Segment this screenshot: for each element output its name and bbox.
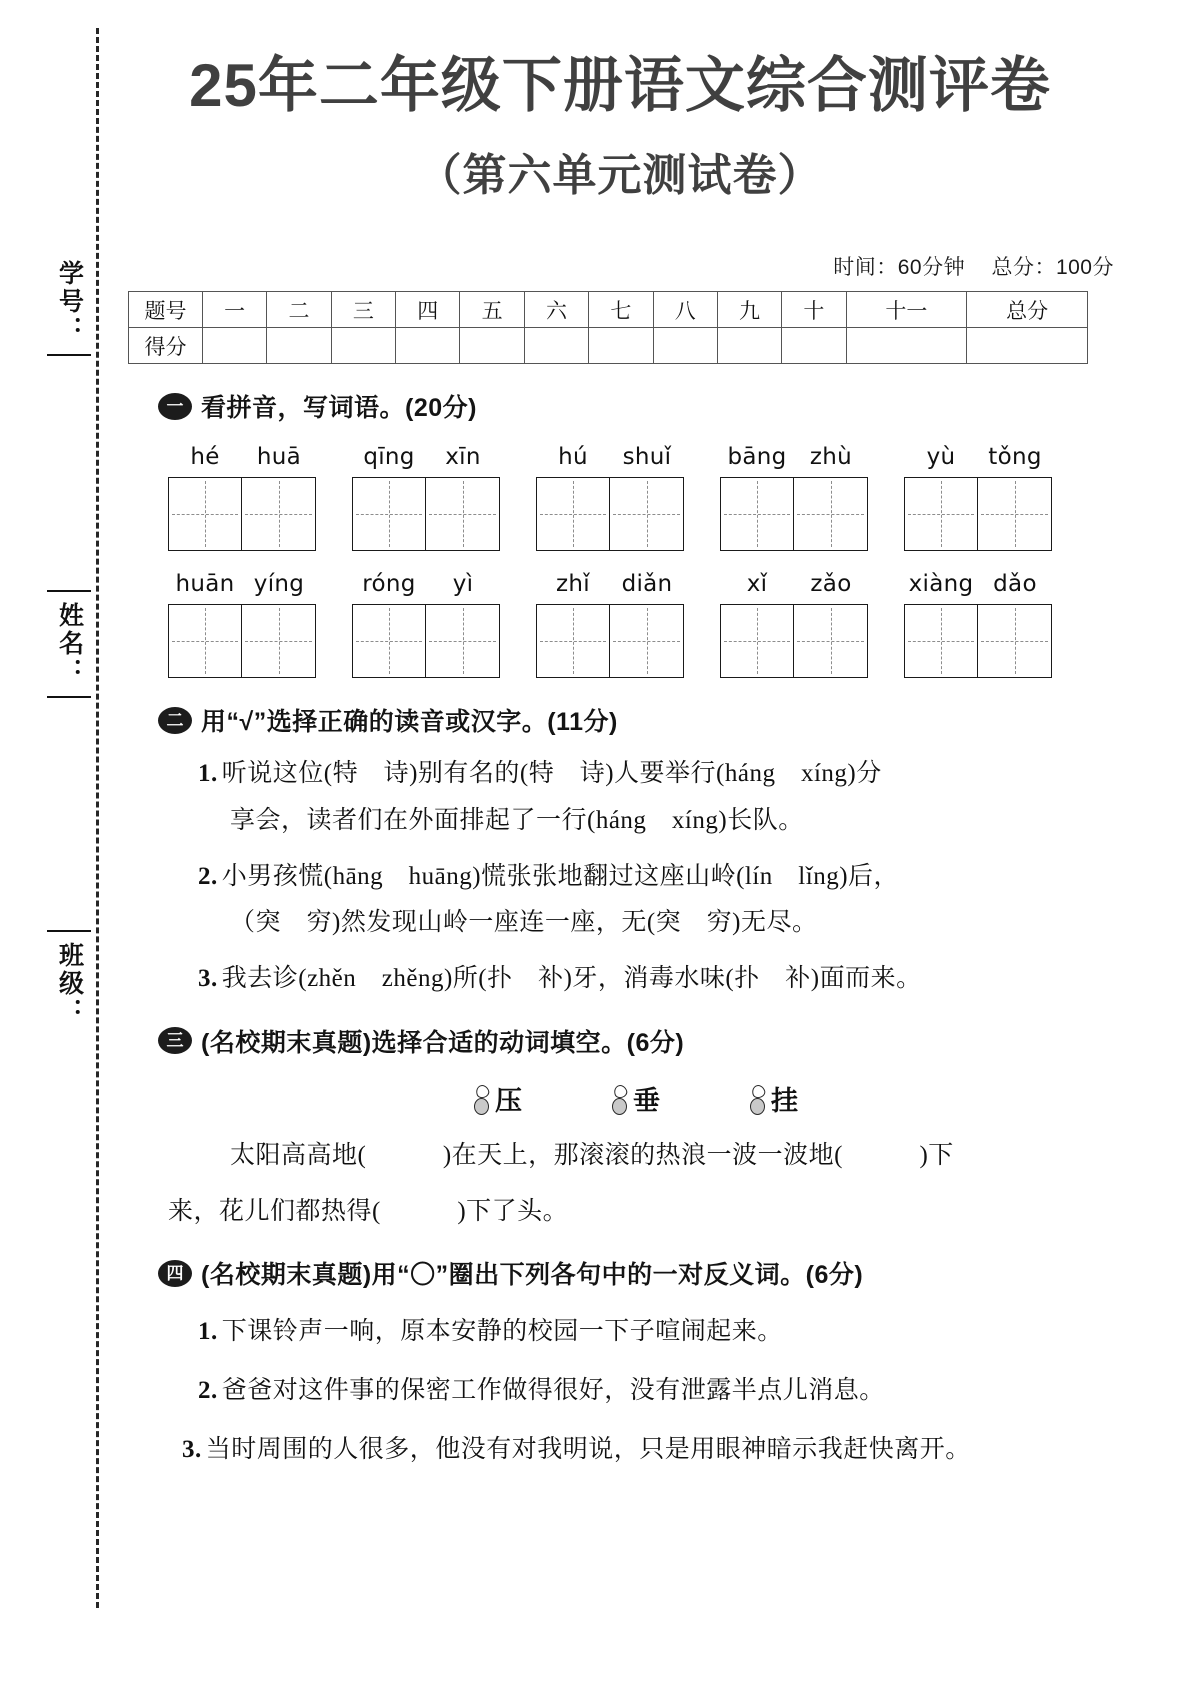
question-1-heading — [158, 388, 1120, 424]
pinyin-line — [904, 444, 1052, 470]
student-name-field — [40, 590, 98, 698]
word-group — [168, 444, 316, 551]
pinyin-syllable: yíng — [253, 571, 305, 597]
tianzige-grid[interactable] — [536, 477, 684, 551]
page-title: 25年二年级下册语文综合测评卷 — [189, 52, 1051, 119]
score-cell-1[interactable] — [203, 328, 267, 364]
pinyin-line — [536, 571, 684, 597]
pinyin-line — [904, 571, 1052, 597]
score-table-value-row — [129, 328, 1088, 364]
tianzige-cell[interactable] — [168, 477, 242, 551]
pinyin-line — [536, 444, 684, 470]
tianzige-grid[interactable] — [720, 477, 868, 551]
score-col-7: 七 — [589, 292, 653, 328]
word-group — [904, 571, 1052, 678]
balloon-icon — [472, 1085, 492, 1115]
pinyin-syllable: yù — [926, 444, 956, 470]
score-col-8: 八 — [653, 292, 717, 328]
item-text: 爸爸对这件事的保密工作做得很好，没有泄露半点儿消息。 — [221, 1377, 885, 1404]
question-2-item-3-line-1[interactable] — [198, 960, 1120, 999]
pinyin-line — [720, 444, 868, 470]
question-4-item-3[interactable] — [182, 1431, 1120, 1470]
pinyin-syllable: xǐ — [746, 571, 768, 597]
question-1-row-1 — [168, 444, 1088, 551]
pinyin-line — [168, 571, 316, 597]
score-cell-2[interactable] — [267, 328, 331, 364]
tianzige-grid[interactable] — [720, 604, 868, 678]
pinyin-line — [352, 444, 500, 470]
score-table-row-label-score: 得分 — [129, 328, 203, 364]
pinyin-syllable: bāng — [727, 444, 787, 470]
word-group — [352, 571, 500, 678]
question-2-item-2-line-2[interactable]: （突 穷)然发现山岭一座连一座，无(突 穷)无尽。 — [230, 909, 818, 937]
verb-option[interactable] — [748, 1085, 798, 1115]
tianzige-cell[interactable] — [720, 477, 794, 551]
score-table — [128, 291, 1088, 364]
balloon-icon — [748, 1085, 768, 1115]
student-class-rule-top — [47, 930, 91, 932]
student-id-rule — [47, 354, 91, 356]
pinyin-line — [352, 571, 500, 597]
tianzige-grid[interactable] — [904, 604, 1052, 678]
pinyin-line — [168, 444, 316, 470]
tianzige-cell[interactable] — [610, 477, 684, 551]
score-cell-4[interactable] — [396, 328, 460, 364]
student-id-label: 学号： — [55, 260, 83, 344]
tianzige-grid[interactable] — [904, 477, 1052, 551]
score-col-3: 三 — [331, 292, 395, 328]
tianzige-grid[interactable] — [352, 477, 500, 551]
word-group — [352, 444, 500, 551]
tianzige-cell[interactable] — [794, 477, 868, 551]
exam-time: 时间：60分钟 — [833, 256, 966, 279]
score-cell-7[interactable] — [589, 328, 653, 364]
word-group — [904, 444, 1052, 551]
score-cell-9[interactable] — [717, 328, 781, 364]
item-index: 3. — [198, 965, 218, 992]
question-2-title: 用“√”选择正确的读音或汉字。(11分) — [201, 708, 618, 736]
score-table-row-label-number: 题号 — [129, 292, 203, 328]
tianzige-cell[interactable] — [168, 604, 242, 678]
question-4-item-1[interactable] — [198, 1313, 1120, 1352]
tianzige-cell[interactable] — [536, 477, 610, 551]
exam-sheet — [120, 30, 1120, 1470]
pinyin-syllable: xīn — [445, 444, 481, 470]
pinyin-syllable: zhǐ — [556, 571, 590, 597]
score-col-11: 十一 — [846, 292, 967, 328]
exam-total: 总分：100分 — [991, 256, 1114, 279]
score-cell-6[interactable] — [524, 328, 588, 364]
tianzige-cell[interactable] — [352, 604, 426, 678]
student-info-column — [40, 250, 98, 1540]
pinyin-syllable: huā — [256, 444, 302, 470]
item-index: 2. — [198, 1377, 218, 1404]
pinyin-syllable: shuǐ — [622, 444, 672, 470]
word-group — [536, 571, 684, 678]
tianzige-cell[interactable] — [242, 477, 316, 551]
pinyin-syllable: huān — [175, 571, 235, 597]
tianzige-cell[interactable] — [720, 604, 794, 678]
tianzige-cell[interactable] — [610, 604, 684, 678]
balloon-icon — [610, 1085, 630, 1115]
tianzige-cell[interactable] — [426, 604, 500, 678]
question-3-title: (名校期末真题)选择合适的动词填空。(6分) — [201, 1028, 685, 1057]
word-group — [720, 444, 868, 551]
verb-label: 垂 — [633, 1085, 660, 1116]
tianzige-cell[interactable] — [978, 604, 1052, 678]
tianzige-cell[interactable] — [536, 604, 610, 678]
verb-label: 压 — [495, 1085, 522, 1116]
score-cell-5[interactable] — [460, 328, 524, 364]
pinyin-syllable: dǎo — [993, 571, 1037, 597]
tianzige-cell[interactable] — [794, 604, 868, 678]
score-col-9: 九 — [717, 292, 781, 328]
student-class-field — [40, 930, 98, 1026]
item-text: 当时周围的人很多，他没有对我明说，只是用眼神暗示我赶快离开。 — [205, 1435, 971, 1463]
tianzige-cell[interactable] — [904, 477, 978, 551]
question-2-item-1-line-1[interactable] — [198, 755, 1120, 794]
score-cell-8[interactable] — [653, 328, 717, 364]
word-group — [168, 571, 316, 678]
pinyin-syllable: zhù — [809, 444, 853, 470]
pinyin-line — [720, 571, 868, 597]
question-3-passage-line-2[interactable]: 来，花儿们都热得( )下了头。 — [168, 1197, 569, 1225]
student-name-rule — [47, 696, 91, 698]
question-4-title: (名校期末真题)用“〇”圈出下列各句中的一对反义词。(6分) — [201, 1261, 864, 1290]
tianzige-cell[interactable] — [426, 477, 500, 551]
question-2-heading — [158, 702, 1120, 738]
pinyin-syllable: tǒng — [988, 444, 1042, 470]
score-col-1: 一 — [203, 292, 267, 328]
question-4-number-badge: 四 — [158, 1260, 192, 1287]
pinyin-syllable: yì — [452, 571, 474, 597]
item-index: 2. — [198, 862, 218, 890]
score-col-5: 五 — [460, 292, 524, 328]
tianzige-grid[interactable] — [168, 604, 316, 678]
tianzige-cell[interactable] — [904, 604, 978, 678]
tianzige-grid[interactable] — [168, 477, 316, 551]
question-3-passage-line-1[interactable]: 太阳高高地( )在天上，那滚滚的热浪一波一波地( )下 — [230, 1141, 954, 1169]
score-col-2: 二 — [267, 292, 331, 328]
page-subtitle: （第六单元测试卷） — [417, 151, 823, 200]
verb-option[interactable] — [472, 1085, 522, 1115]
item-text: 我去诊(zhěn zhěng)所(扑 补)牙，消毒水味(扑 补)面而来。 — [221, 965, 922, 992]
item-index: 3. — [182, 1435, 202, 1463]
score-col-4: 四 — [396, 292, 460, 328]
score-cell-10[interactable] — [782, 328, 846, 364]
pinyin-syllable: qīng — [363, 444, 415, 470]
question-2-number-badge: 二 — [158, 707, 192, 734]
student-class-label: 班级： — [55, 942, 83, 1026]
tianzige-cell[interactable] — [352, 477, 426, 551]
question-2-item-1-line-2[interactable]: 享会，读者们在外面排起了一行(háng xíng)长队。 — [230, 806, 804, 834]
student-name-rule-top — [47, 590, 91, 592]
question-4-heading — [158, 1255, 1120, 1291]
score-cell-3[interactable] — [331, 328, 395, 364]
pinyin-syllable: hú — [558, 444, 588, 470]
score-cell-11[interactable] — [846, 328, 967, 364]
question-1-title: 看拼音，写词语。(20分) — [201, 394, 477, 422]
question-1-row-2 — [168, 571, 1088, 678]
item-text: 下课铃声一响，原本安静的校园一下子喧闹起来。 — [221, 1318, 783, 1346]
score-col-total: 总分 — [967, 292, 1088, 328]
score-cell-total[interactable] — [967, 328, 1088, 364]
pinyin-syllable: róng — [362, 571, 416, 597]
exam-meta — [120, 251, 1120, 281]
verb-label: 挂 — [771, 1085, 798, 1116]
tianzige-cell[interactable] — [242, 604, 316, 678]
question-2-item-2-line-1[interactable] — [198, 858, 1120, 897]
tianzige-cell[interactable] — [978, 477, 1052, 551]
item-index: 1. — [198, 1318, 218, 1346]
pinyin-syllable: xiàng — [908, 571, 974, 597]
word-group — [536, 444, 684, 551]
pinyin-syllable: diǎn — [621, 571, 673, 597]
item-text: 小男孩慌(hāng huāng)慌张张地翻过这座山岭(lín lǐng)后， — [221, 862, 900, 890]
question-3-number-badge: 三 — [158, 1027, 192, 1054]
word-group — [720, 571, 868, 678]
score-col-10: 十 — [782, 292, 846, 328]
pinyin-syllable: hé — [190, 444, 220, 470]
question-3-heading — [158, 1023, 1120, 1059]
student-name-label: 姓名： — [55, 602, 83, 686]
item-index: 1. — [198, 760, 218, 787]
question-1-number-badge: 一 — [158, 393, 192, 420]
question-4-item-2[interactable] — [198, 1372, 1120, 1411]
score-table-header-row — [129, 292, 1088, 328]
question-3-verb-options — [150, 1085, 1120, 1115]
score-col-6: 六 — [524, 292, 588, 328]
verb-option[interactable] — [610, 1085, 660, 1115]
pinyin-syllable: zǎo — [810, 571, 852, 597]
student-id-field — [40, 260, 98, 356]
item-text: 听说这位(特 诗)别有名的(特 诗)人要举行(háng xíng)分 — [221, 760, 882, 787]
tianzige-grid[interactable] — [536, 604, 684, 678]
tianzige-grid[interactable] — [352, 604, 500, 678]
